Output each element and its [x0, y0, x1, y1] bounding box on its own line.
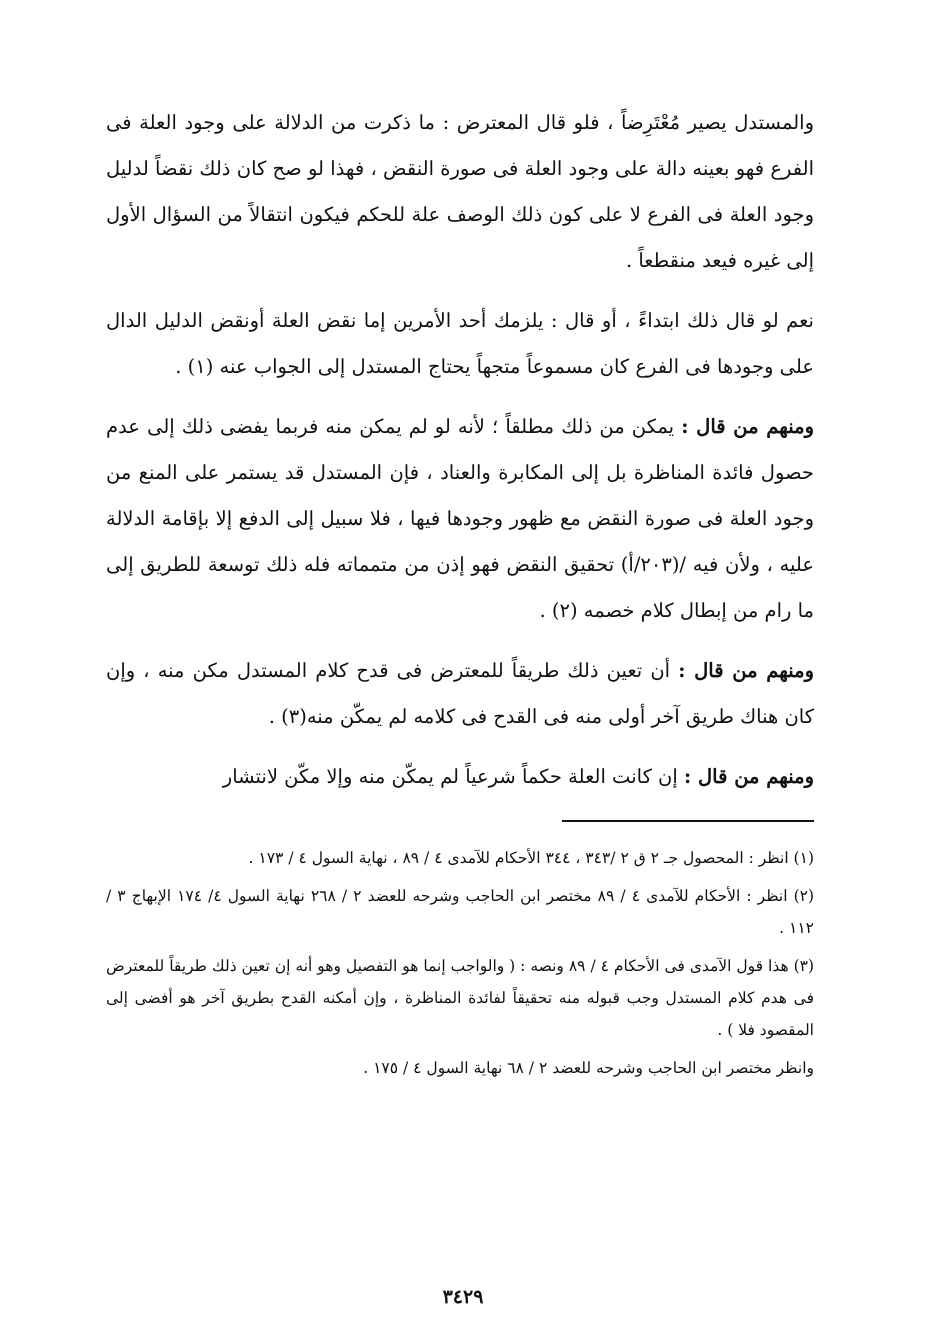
footnote-2: (٢) انظر : الأحكام للآمدى ٤ / ٨٩ مختصر ابن الحاجب وشرحه للعضد ٢ / ٢٦٨ نهاية السول ٤/ ١٧٤ الإبهاج ٣ / ١١٢ .: [106, 887, 815, 937]
paragraph-4-lead: ومنهم من قال :: [678, 659, 814, 682]
paragraph-5-lead: ومنهم من قال :: [684, 765, 814, 788]
paragraph-4-text: أن تعين ذلك طريقاً للمعترض فى قدح كلام المستدل مكن منه ، وإن كان هناك طريق آخر أولى منه فى القدح فى كلامه لم يمكّن منه(٣) .: [106, 659, 814, 728]
footnote-3: (٣) هذا قول الآمدى فى الأحكام ٤ / ٨٩ ونصه : ( والواجب إنما هو التفصيل وهو أنه إن تعين ذلك طريقاً للمعترض فى هدم كلام المستدل وجب قبوله منه تحقيقاً لفائدة المناظرة ، وإن أمكنه القدح بطريق آخر هو أفضى إلى المقصود فلا ) .: [106, 957, 815, 1039]
paragraph-3-lead: ومنهم من قال :: [681, 415, 815, 438]
paragraph-1: [106, 100, 814, 284]
paragraph-3-text: يمكن من ذلك مطلقاً ؛ لأنه لو لم يمكن منه فربما يفضى ذلك إلى عدم حصول فائدة المناظرة بل إلى المكابرة والعناد ، فإن المستدل قد يستمر على المنع من وجود العلة فى صورة النقض مع ظهور وجودها فيها ، فلا سبيل إلى الدفع إلا بإقامة الدلالة عليه ، ولأن فيه /(٢٠٣/أ) تحقيق النقض فهو إذن من متمماته فله ذلك توسعة للطريق إلى ما رام من إبطال كلام خصمه (٢) .: [106, 415, 814, 622]
paragraph-4: [106, 648, 814, 740]
paragraph-2-text: نعم لو قال ذلك ابتداءً ، أو قال : يلزمك أحد الأمرين إما نقض العلة أونقض الدليل الدال على وجودها فى الفرع كان مسموعاً متجهاً يحتاج المستدل إلى الجواب عنه (١) .: [106, 309, 814, 378]
paragraph-3: [106, 404, 814, 634]
footnotes: [106, 842, 814, 1084]
paragraph-1-text: والمستدل يصير مُعْتَرِضاً ، فلو قال المعترض : ما ذكرت من الدلالة على وجود العلة فى الفرع فهو بعينه دالة على وجود العلة فى صورة النقض ، فهذا لو صح كان ذلك نقضاً لدليل وجود العلة فى الفرع لا على كون ذلك الوصف علة للحكم فيكون انتقالاً من السؤال الأول إلى غيره فيعد منقطعاً .: [106, 111, 814, 272]
paragraph-5-text: إن كانت العلة حكماً شرعياً لم يمكّن منه وإلا مكّن لانتشار: [222, 765, 684, 788]
footnote-divider: [562, 820, 814, 822]
paragraph-5: [106, 754, 814, 800]
page-number: ٣٤٢٩: [442, 1286, 484, 1308]
footnote-3-continued: وانظر مختصر ابن الحاجب وشرحه للعضد ٢ / ٦٨ نهاية السول ٤ / ١٧٥ .: [363, 1059, 814, 1077]
footnote-1: (١) انظر : المحصول جـ ٢ ق ٢ /٣٤٣ ، ٣٤٤ الأحكام للآمدى ٤ / ٨٩ ، نهاية السول ٤ / ١٧٣ .: [248, 849, 814, 867]
paragraph-2: [106, 298, 814, 390]
main-text: [106, 100, 814, 800]
